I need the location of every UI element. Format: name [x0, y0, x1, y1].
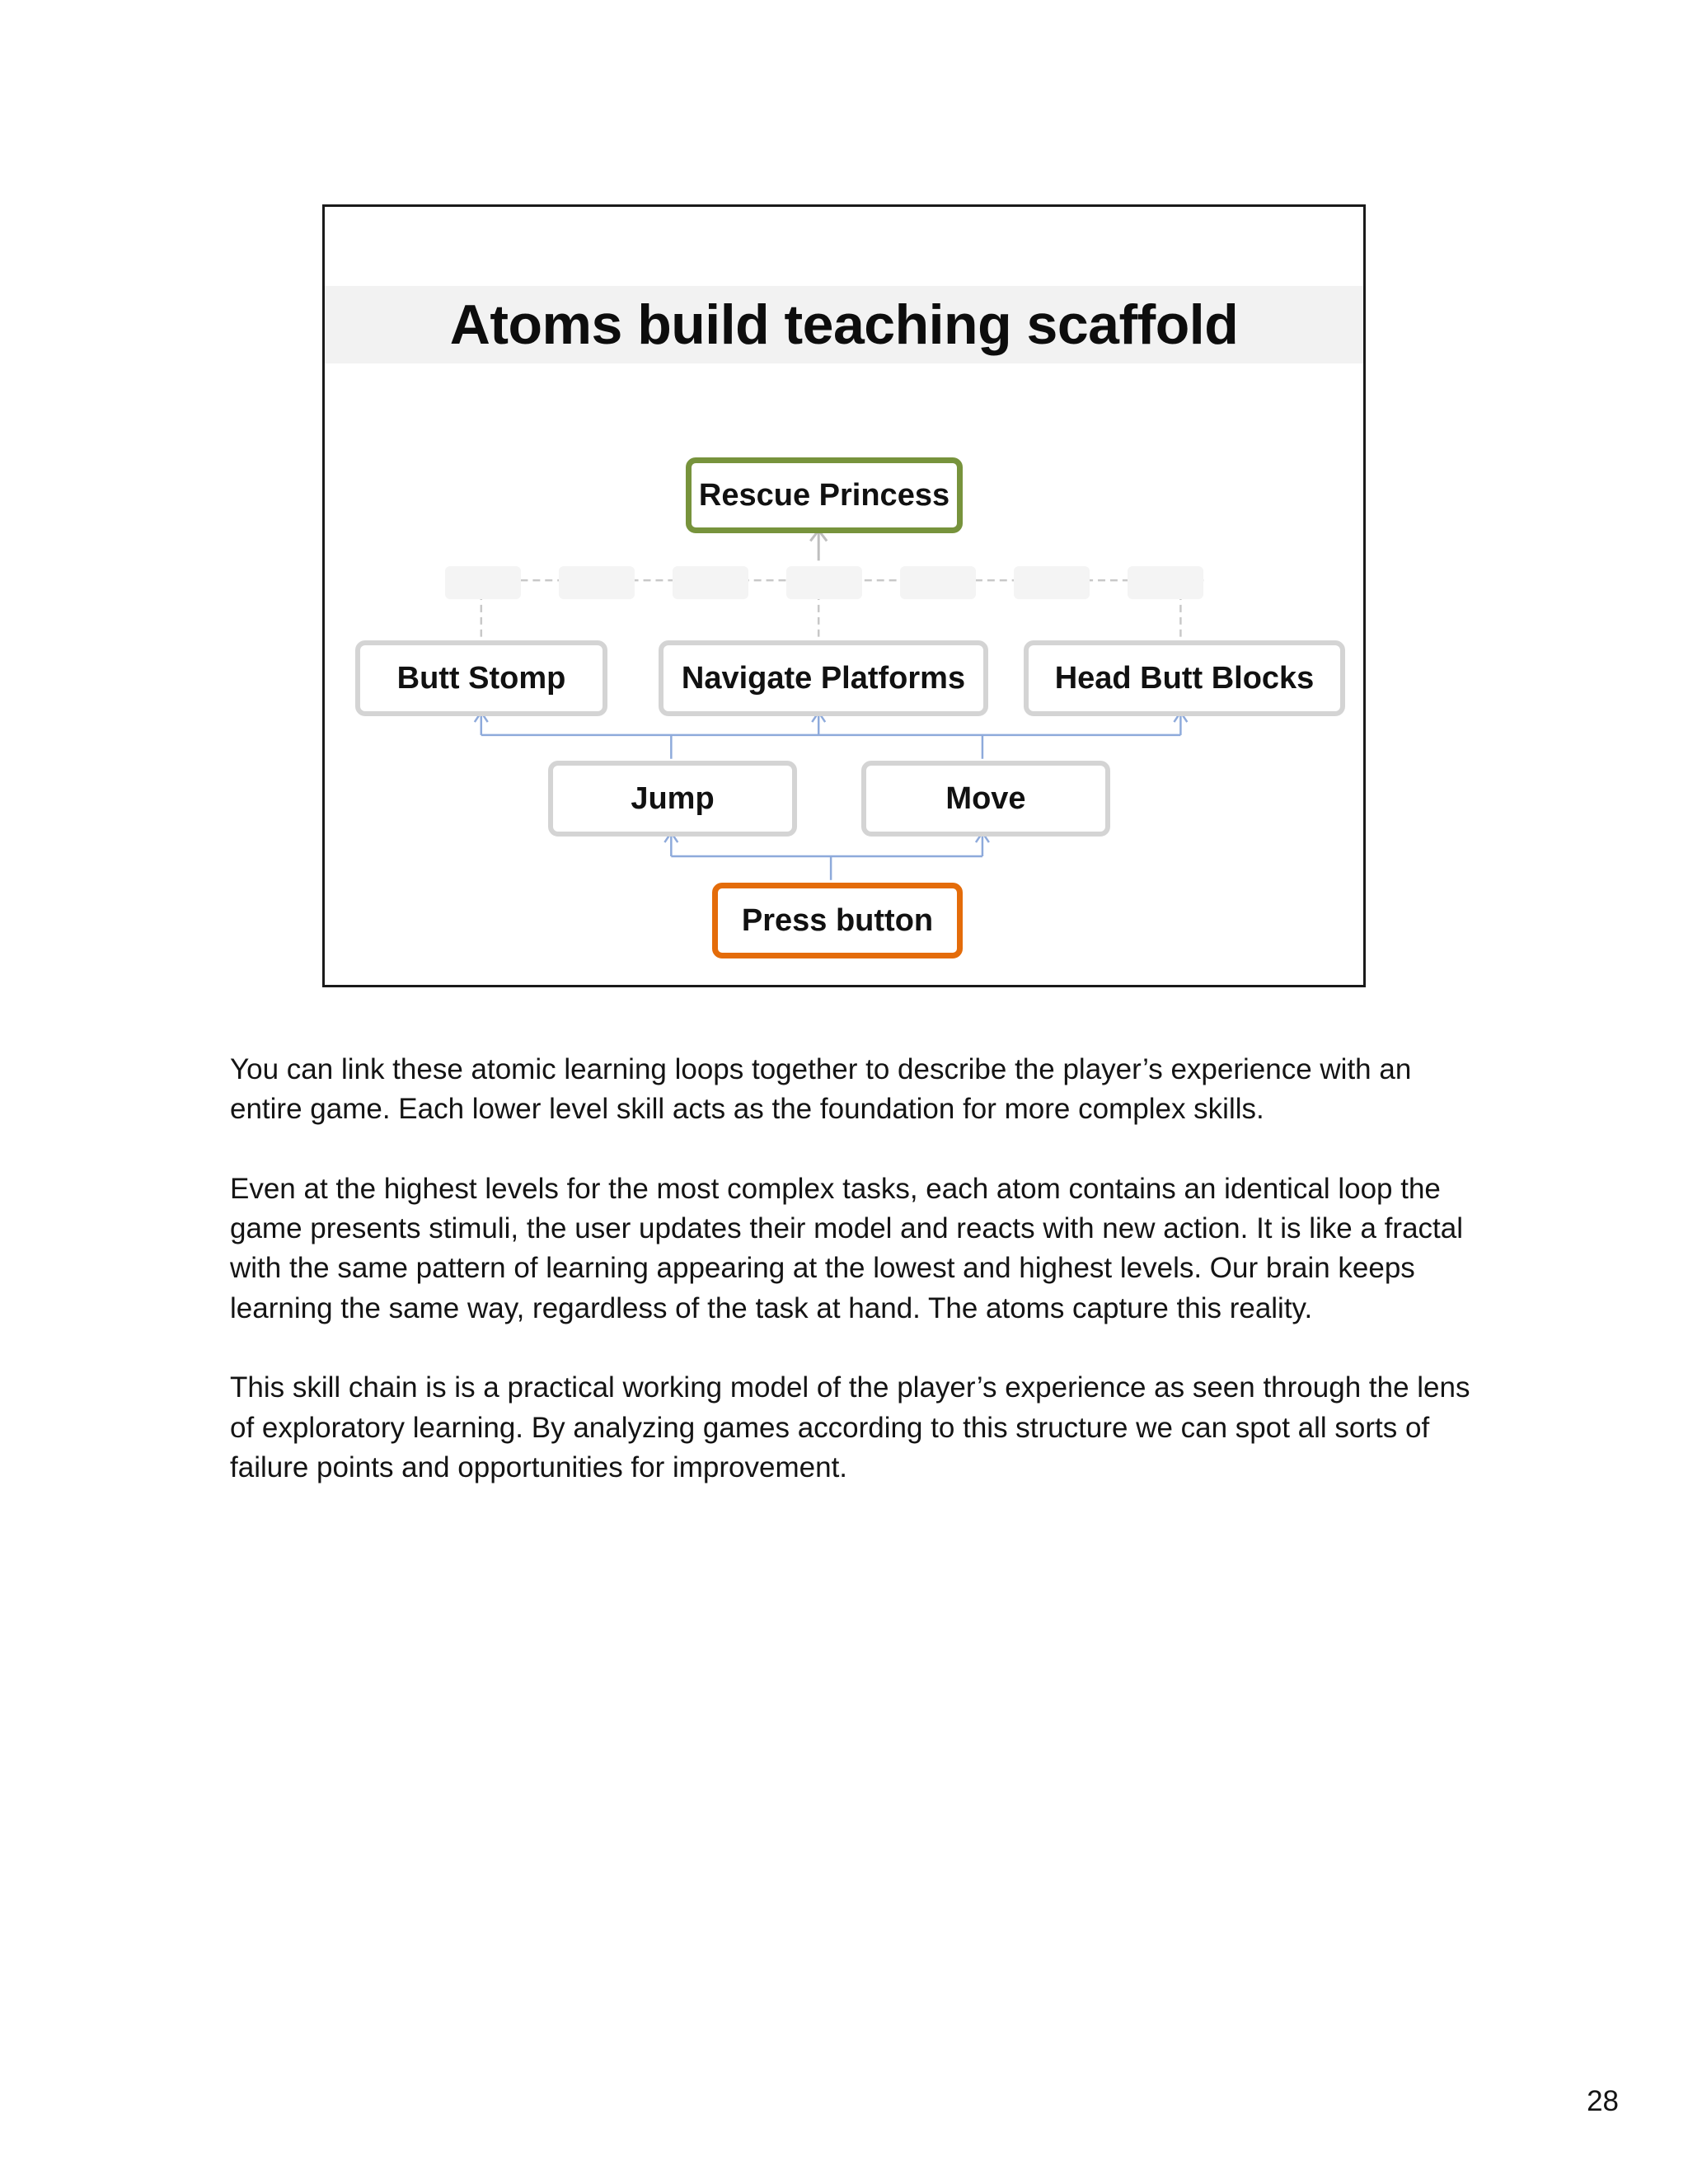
paragraph: Even at the highest levels for the most complex tasks, each atom contains an identical loop the game presents stimuli, the user updates their model and reacts with new action. It is like a fractal with the same pattern of learning appearing at the lowest and highest levels. Our brain keeps learning the same way, regardless of the task at hand. The atoms capture this reality. [230, 1172, 1463, 1324]
node-head-butt-blocks: Head Butt Blocks [1024, 640, 1345, 716]
faded-skill-box [1128, 566, 1203, 599]
page-number: 28 [1587, 2085, 1619, 2117]
faded-skill-box [445, 566, 521, 599]
faded-skill-box [1014, 566, 1090, 599]
faded-skill-box [559, 566, 635, 599]
node-butt-stomp: Butt Stomp [355, 640, 607, 716]
node-navigate-platforms: Navigate Platforms [659, 640, 988, 716]
slide-figure [322, 204, 1366, 987]
faded-skill-box [673, 566, 748, 599]
paragraph: This skill chain is is a practical working model of the player’s experience as seen through the lens of exploratory learning. By analyzing games according to this structure we can spot all sorts of failure points and opportunities for improvement. [230, 1371, 1470, 1483]
faded-skill-box [786, 566, 862, 599]
faded-skill-box [900, 566, 976, 599]
body-text [230, 1050, 1491, 1528]
node-press-button: Press button [712, 883, 963, 958]
node-move: Move [861, 761, 1110, 837]
slide-title: Atoms build teaching scaffold [449, 293, 1239, 356]
node-rescue-princess: Rescue Princess [686, 457, 963, 533]
node-jump: Jump [548, 761, 797, 837]
paragraph: You can link these atomic learning loops together to describe the player’s experience with an entire game. Each lower level skill acts as the foundation for more complex skills. [230, 1053, 1412, 1126]
